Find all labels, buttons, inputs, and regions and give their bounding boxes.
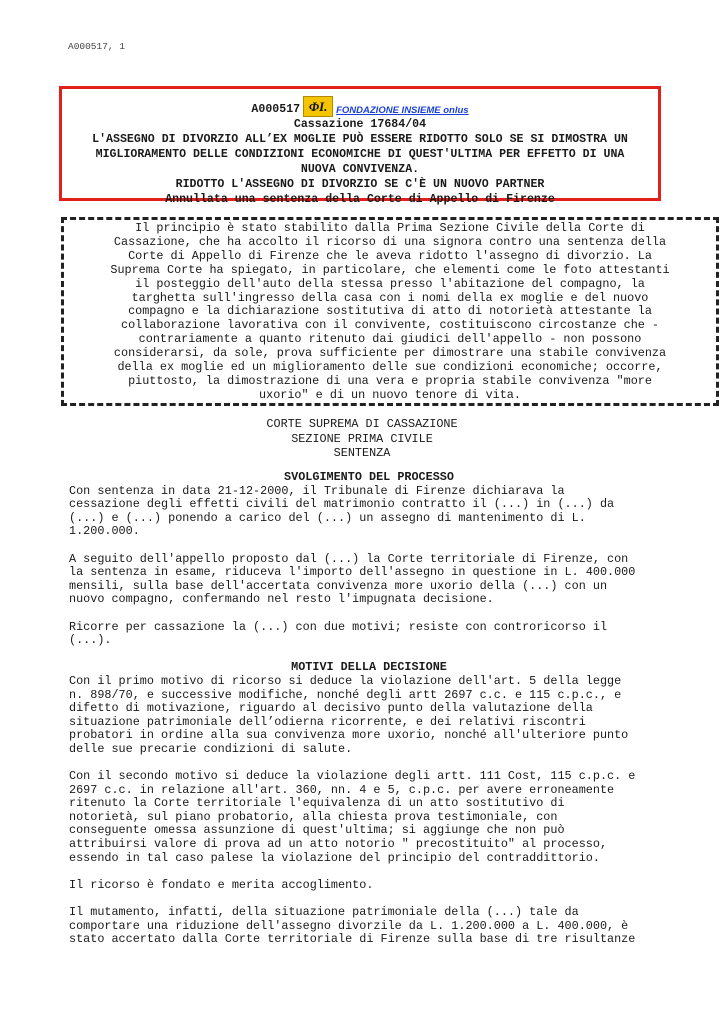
text-line: (...) e (...) ponendo a carico del (...) un assegno di mantenimento di L. — [69, 510, 586, 525]
paragraph — [69, 621, 669, 648]
text-line: ritenuto la Corte territoriale l'equivalenza di un atto sostitutivo di — [69, 796, 565, 811]
page-label: A000517, 1 — [68, 41, 126, 52]
case-number: Cassazione 17684/04 — [293, 118, 427, 131]
text-line: Il mutamento, infatti, della situazione patrimoniale della (...) tale da — [69, 905, 579, 919]
summary-line: Corte di Appello di Firenze che le aveva ridotto l'assegno di divorzio. La — [128, 248, 652, 263]
text-line: Con sentenza in data 21-12-2000, il Tribunale di Firenze dichiarava la — [69, 483, 565, 498]
text-line: difetto di motivazione, riguardo al decisivo punto della valutazione della — [69, 701, 593, 716]
text-line: n. 898/70, e successive modifiche, nonché degli artt 2697 c.c. e 115 c.p.c., e — [69, 687, 622, 702]
header-box — [59, 86, 661, 206]
section-title: SVOLGIMENTO DEL PROCESSO — [284, 470, 454, 484]
summary-line: targhetta sull'ingresso della casa con i nomi della ex moglie e del nuovo — [131, 290, 649, 305]
text-line: notorietà, sul piano probatorio, alla chiesta prova testimoniale, con — [69, 809, 558, 824]
summary-line: Suprema Corte ha spiegato, in particolare, che elementi come le foto attestanti — [110, 262, 670, 277]
text-line: essendo in tal caso palese la violazione del principio del contraddittorio. — [69, 850, 600, 865]
document-id: A000517 — [251, 103, 301, 116]
foundation-link[interactable]: FONDAZIONE INSIEME onlus — [336, 105, 469, 116]
summary-line: contrariamente a quanto ritenuto dai giudici dell'appello - non possono — [138, 332, 642, 347]
text-line: nuovo compagno, confermando nel resto l'impugnata decisione. — [69, 592, 494, 607]
text-line: cessazione degli effetti civili del matrimonio contratto il (...) in (...) da — [69, 497, 615, 512]
paragraph — [69, 879, 669, 893]
summary-line: compagno e la dichiarazione sostitutiva di atto di notorietà attestante la — [128, 304, 652, 319]
body-text — [69, 471, 669, 960]
section-title: MOTIVI DELLA DECISIONE — [291, 660, 447, 675]
court-heading — [0, 417, 724, 461]
text-line: 1.200.000. — [69, 524, 140, 539]
summary-line: della ex moglie ed un miglioramento delle sue condizioni economiche; occorre, — [117, 360, 663, 375]
summary-line: collaborazione lavorativa con il convivente, costituiscono circostanze che - — [120, 318, 660, 333]
text-line: probatori in ordine alla sua convivenza more uxorio, nonché all'ulteriore punto — [69, 728, 629, 743]
text-line: Ricorre per cassazione la (...) con due motivi; resiste con controricorso il — [69, 619, 608, 634]
summary-box — [61, 217, 719, 406]
text-line: 2697 c.c. in relazione all'art. 360, nn. 4 e 5, c.p.c. per avere erroneamente — [69, 782, 615, 797]
summary-line: Il principio è stato stabilito dalla Prima Sezione Civile della Corte di — [135, 221, 645, 235]
headline-line: MIGLIORAMENTO DELLE CONDIZIONI ECONOMICHE DI QUEST'ULTIMA PER EFFETTO DI UNA — [95, 148, 625, 161]
headline-line: Annullata una sentenza della Corte di Appello di Firenze — [165, 193, 555, 206]
summary-line: considerarsi, da sole, prova sufficiente per dimostrare una stabile convivenza — [113, 346, 667, 361]
paragraph — [69, 553, 669, 607]
text-line: (...). — [69, 633, 112, 648]
headline-line: NUOVA CONVIVENZA. — [300, 163, 420, 176]
text-line: A seguito dell'appello proposto dal (...) la Corte territoriale di Firenze, con — [69, 551, 629, 566]
headline-line: RIDOTTO L'ASSEGNO DI DIVORZIO SE C'È UN NUOVO PARTNER — [175, 178, 545, 191]
document-type: SENTENZA — [333, 446, 391, 460]
text-line: situazione patrimoniale dell’odierna ricorrente, e dei relativi riscontri — [69, 714, 586, 729]
summary-line: il posteggio dell'auto della stessa presso l'abitazione del compagno, la — [135, 276, 645, 291]
paragraph — [69, 906, 669, 947]
text-line: attribuirsi valore di prova ad un atto notorio " precostituito" al processo, — [69, 837, 608, 852]
text-line: Il ricorso è fondato e merita accoglimento. — [69, 877, 374, 892]
foundation-logo-icon: ΦI. — [303, 96, 333, 117]
paragraph — [69, 675, 669, 757]
court-name: CORTE SUPREMA DI CASSAZIONE — [266, 417, 458, 431]
paragraph — [69, 770, 669, 865]
text-line: delle sue precarie condizioni di salute. — [69, 741, 353, 756]
text-line: mensili, sulla base dell'accertata convivenza more uxorio della (...) con un — [69, 578, 608, 593]
text-line: conseguente omessa assunzione di quest'ultima; si aggiunge che non può — [69, 823, 565, 838]
court-section: SEZIONE PRIMA CIVILE — [291, 431, 433, 446]
text-line: Con il secondo motivo si deduce la violazione degli artt. 111 Cost, 115 c.p.c. e — [69, 769, 636, 784]
text-line: comportare una riduzione dell'assegno divorzile da L. 1.200.000 a L. 400.000, è — [69, 918, 629, 933]
summary-line: uxorio" e di un nuovo tenore di vita. — [259, 387, 521, 402]
text-line: stato accertato dalla Corte territoriale di Firenze sulla base di tre risultanze — [69, 932, 636, 947]
text-line: la sentenza in esame, riduceva l'importo dell'assegno in questione in L. 400.000 — [69, 565, 636, 580]
paragraph — [69, 485, 669, 539]
summary-line: piuttosto, la dimostrazione di una vera e propria stabile convivenza "more — [128, 373, 652, 388]
header-id-row — [62, 93, 658, 117]
text-line: Con il primo motivo di ricorso si deduce la violazione dell'art. 5 della legge — [69, 673, 622, 688]
headline-line: L'ASSEGNO DI DIVORZIO ALL’EX MOGLIE PUÒ ESSERE RIDOTTO SOLO SE SI DIMOSTRA UN — [92, 133, 628, 146]
summary-line: Cassazione, che ha accolto il ricorso di una signora contro una sentenza della — [113, 234, 667, 249]
